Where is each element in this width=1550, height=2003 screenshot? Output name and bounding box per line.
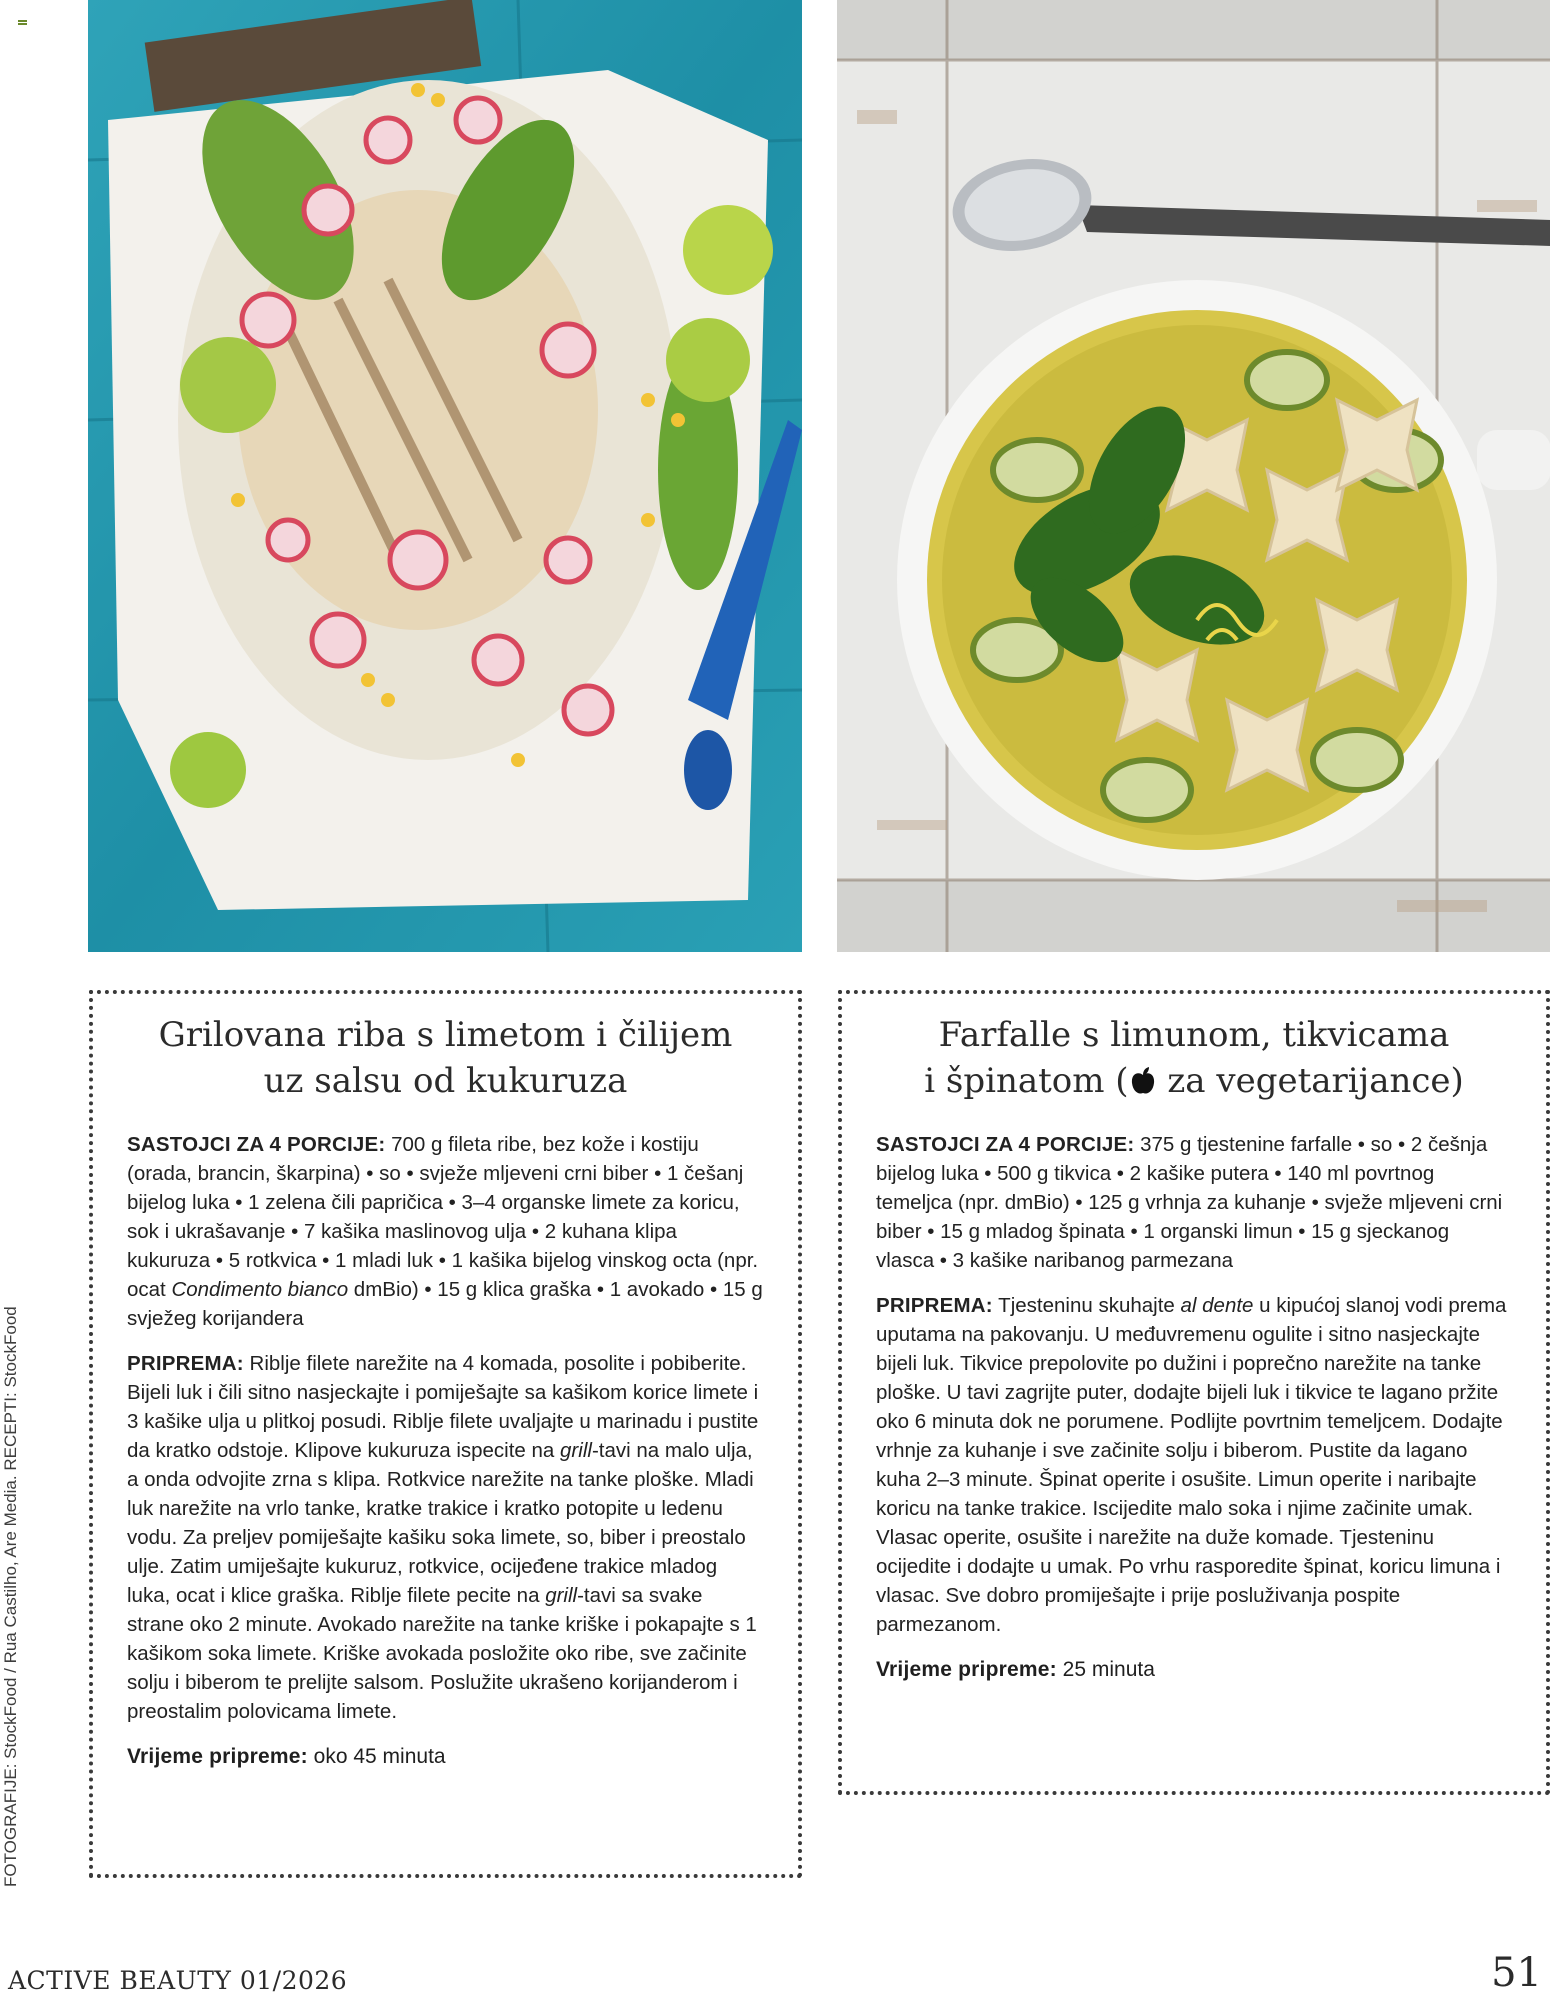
- ingredients-paragraph: [127, 1130, 764, 1333]
- prep-time: [127, 1742, 764, 1772]
- preparation-text-3: -tavi sa svake strane oko 2 minute. Avokado narežite na tanke kriške i pokapajte s 1 kašikom soka limete. Kriške avokada posložite oko ribe, sve začinite solju i biberom te prelijte salsom. Poslužite ukrašeno korijanderom i preostalim polovicama limete.: [127, 1584, 757, 1723]
- ingredients-label: SASTOJCI ZA 4 PORCIJE:: [127, 1133, 386, 1156]
- recipe-card-grilled-fish: [89, 990, 802, 1878]
- photo-credit: FOTOGRAFIJE: StockFood / Rua Castilho, Are Media. RECEPTI: StockFood: [1, 1306, 20, 1887]
- title-line-1: Grilovana riba s limetom i čilijem: [158, 1015, 733, 1055]
- ingredients-text-end: dmBio) • 15 g klica graška • 1 avokado • 15 g svježeg korijandera: [127, 1278, 763, 1330]
- title-line-1: Farfalle s limunom, tikvicama: [938, 1015, 1450, 1055]
- prep-time: [876, 1655, 1512, 1685]
- farfalle-photo: [837, 0, 1550, 952]
- recipe-title: [127, 1012, 764, 1104]
- recipe-title: [876, 1012, 1512, 1104]
- ingredients-text: 375 g tjestenine farfalle • so • 2 češnja bijelog luka • 500 g tikvica • 2 kašike putera • 140 ml povrtnog temeljca (npr. dmBio) • 125 g vrhnja za kuhanje • svježe mljeveni crni biber • 15 g mladog špinata • 1 organski limun • 15 g sjeckanog vlasca • 3 kašike naribanog parmezana: [876, 1133, 1503, 1272]
- page-number: 51: [1491, 1950, 1542, 1996]
- magazine-issue: ACTIVE BEAUTY 01/2026: [8, 1966, 348, 1995]
- preparation-text-2: -tavi na malo ulja, a onda odvojite zrna s klipa. Rotkvice narežite na tanke ploške. Mladi luk narežite na vrlo tanke, kratke trakice i kratko potopite u ledenu vodu. Za preljev pomiješajte kašiku soka limete, so, biber i preostalo ulje. Zatim umiješajte kukuruz, rotkvice, ocijeđene trakice mladog luka, ocat i klice graška. Riblje filete pecite na: [127, 1439, 754, 1607]
- preparation-label: PRIPREMA:: [127, 1352, 244, 1375]
- preparation-text-2: u kipućoj slanoj vodi prema uputama na pakovanju. U međuvremenu ogulite i sitno nasjeckajte bijeli luk. Tikvice prepolovite po dužini i poprečno narežite na tanke ploške. U tavi zagrijte puter, dodajte bijeli luk i tikvice te lagano pržite oko 6 minuta dok ne porumene. Podlijte povrtnim temeljcem. Dodajte vrhnje za kuhanje i sve začinite solju i biberom. Pustite da lagano kuha 2–3 minute. Špinat operite i osušite. Limun operite i naribajte koricu na tanke trakice. Iscijedite malo soka i njime začinite umak. Vlasac operite, osušite i narežite na duže komade. Tjesteninu ocijedite i dodajte u umak. Po vrhu rasporedite špinat, koricu limuna i vlasac. Sve dobro promiješajte i prije posluživanja pospite parmezanom.: [876, 1294, 1507, 1636]
- recipe-card-farfalle: [838, 990, 1550, 1795]
- ingredients-italic: Condimento bianco: [171, 1278, 349, 1301]
- prep-time-label: Vrijeme pripreme:: [127, 1745, 308, 1768]
- prep-time-value: oko 45 minuta: [307, 1745, 446, 1768]
- preparation-text: Tjesteninu skuhajte: [992, 1294, 1181, 1317]
- grilled-fish-photo: [88, 0, 802, 952]
- vegetarian-apple-icon: [1129, 1066, 1157, 1096]
- preparation-text: Riblje filete narežite na 4 komada, posolite i pobiberite. Bijeli luk i čili sitno nasjeckajte i pomiješajte sa kašikom korice limete i 3 kašike ulja u plitkoj posudi. Riblje filete uvaljajte u marinadu i pustite da kratko odstoje. Klipove kukuruza ispecite na: [127, 1352, 759, 1462]
- preparation-paragraph: [876, 1291, 1512, 1639]
- preparation-italic-al-dente: al dente: [1180, 1294, 1254, 1317]
- preparation-italic-grill-2: grill: [545, 1584, 578, 1607]
- preparation-italic-grill: grill: [560, 1439, 592, 1462]
- ingredients-paragraph: [876, 1130, 1512, 1275]
- ingredients-label: SASTOJCI ZA 4 PORCIJE:: [876, 1133, 1135, 1156]
- corner-menu-icon: [18, 20, 27, 27]
- prep-time-value: 25 minuta: [1056, 1658, 1155, 1681]
- preparation-label: PRIPREMA:: [876, 1294, 993, 1317]
- prep-time-label: Vrijeme pripreme:: [876, 1658, 1057, 1681]
- title-line-2-end: za vegetarijance): [1156, 1061, 1464, 1101]
- title-line-2: uz salsu od kukuruza: [263, 1061, 628, 1101]
- title-line-2: [876, 1058, 1512, 1104]
- title-line-2-start: i špinatom (: [924, 1061, 1129, 1101]
- ingredients-text: 700 g fileta ribe, bez kože i kostiju (orada, brancin, škarpina) • so • svježe mljeveni crni biber • 1 češanj bijelog luka • 1 zelena čili papričica • 3–4 organske limete za koricu, sok i ukrašavanje • 7 kašika maslinovog ulja • 2 kuhana klipa kukuruza • 5 rotkvica • 1 mladi luk • 1 kašika bijelog vinskog octa (npr. ocat: [127, 1133, 759, 1301]
- preparation-paragraph: [127, 1349, 764, 1726]
